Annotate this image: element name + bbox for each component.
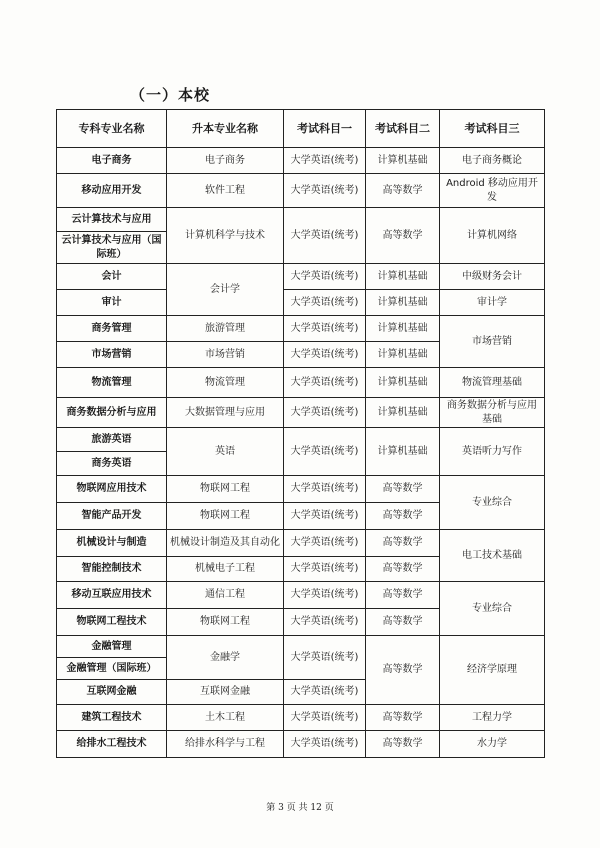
cell-major: 移动应用开发 (57, 174, 167, 208)
cell-target-major: 英语 (167, 428, 284, 476)
cell-major: 商务英语 (57, 452, 167, 476)
cell-subject-3: 审计学 (440, 290, 545, 316)
cell-subject-1: 大学英语(统考) (284, 557, 366, 582)
table-row (57, 264, 545, 290)
cell-target-major: 市场营销 (167, 342, 284, 368)
cell-subject-2: 高等数学 (366, 530, 440, 557)
cell-target-major: 软件工程 (167, 174, 284, 208)
cell-subject-2: 计算机基础 (366, 290, 440, 316)
table-row (57, 148, 545, 174)
cell-subject-1: 大学英语(统考) (284, 705, 366, 731)
cell-target-major: 计算机科学与技术 (167, 208, 284, 264)
cell-target-major: 物联网工程 (167, 476, 284, 503)
table-row (57, 316, 545, 342)
table-row (57, 290, 545, 316)
cell-subject-1: 大学英语(统考) (284, 208, 366, 264)
header-major: 专科专业名称 (57, 110, 167, 148)
cell-subject-3: 英语听力写作 (440, 428, 545, 476)
header-target-major: 升本专业名称 (167, 110, 284, 148)
cell-major: 物联网工程技术 (57, 609, 167, 636)
table-row (57, 476, 545, 503)
cell-subject-3: 工程力学 (440, 705, 545, 731)
cell-subject-1: 大学英语(统考) (284, 636, 366, 680)
cell-major: 商务数据分析与应用 (57, 398, 167, 428)
cell-subject-2: 计算机基础 (366, 342, 440, 368)
cell-subject-1: 大学英语(统考) (284, 264, 366, 290)
cell-subject-2: 高等数学 (366, 208, 440, 264)
cell-target-major: 电子商务 (167, 148, 284, 174)
exam-subjects-table (56, 109, 545, 758)
cell-subject-2: 计算机基础 (366, 428, 440, 476)
cell-subject-1: 大学英语(统考) (284, 148, 366, 174)
table-row (57, 582, 545, 609)
cell-subject-2: 计算机基础 (366, 368, 440, 398)
table-row (57, 398, 545, 428)
cell-subject-3: 经济学原理 (440, 636, 545, 705)
cell-subject-3: 中级财务会计 (440, 264, 545, 290)
cell-subject-3: 物流管理基础 (440, 368, 545, 398)
cell-subject-1: 大学英语(统考) (284, 503, 366, 530)
cell-subject-1: 大学英语(统考) (284, 398, 366, 428)
cell-subject-1: 大学英语(统考) (284, 731, 366, 758)
cell-subject-2: 高等数学 (366, 582, 440, 609)
cell-target-major: 金融学 (167, 636, 284, 680)
cell-target-major: 旅游管理 (167, 316, 284, 342)
cell-major: 智能产品开发 (57, 503, 167, 530)
header-subject-3: 考试科目三 (440, 110, 545, 148)
cell-major: 电子商务 (57, 148, 167, 174)
header-subject-1: 考试科目一 (284, 110, 366, 148)
table-row (57, 530, 545, 557)
cell-target-major: 给排水科学与工程 (167, 731, 284, 758)
cell-subject-1: 大学英语(统考) (284, 680, 366, 705)
cell-major: 金融管理（国际班） (57, 658, 167, 680)
cell-major: 旅游英语 (57, 428, 167, 452)
cell-subject-1: 大学英语(统考) (284, 530, 366, 557)
cell-subject-3: 专业综合 (440, 582, 545, 636)
cell-target-major: 物流管理 (167, 368, 284, 398)
cell-major: 给排水工程技术 (57, 731, 167, 758)
cell-major: 智能控制技术 (57, 557, 167, 582)
cell-major: 市场营销 (57, 342, 167, 368)
cell-major: 金融管理 (57, 636, 167, 658)
cell-subject-1: 大学英语(统考) (284, 609, 366, 636)
cell-subject-2: 计算机基础 (366, 398, 440, 428)
cell-subject-2: 计算机基础 (366, 148, 440, 174)
cell-major: 建筑工程技术 (57, 705, 167, 731)
cell-subject-2: 计算机基础 (366, 264, 440, 290)
cell-subject-3: 计算机网络 (440, 208, 545, 264)
table-row (57, 731, 545, 758)
cell-subject-2: 高等数学 (366, 705, 440, 731)
cell-subject-2: 计算机基础 (366, 316, 440, 342)
cell-subject-3: 市场营销 (440, 316, 545, 368)
cell-target-major: 土木工程 (167, 705, 284, 731)
cell-subject-2: 高等数学 (366, 503, 440, 530)
cell-major: 会计 (57, 264, 167, 290)
cell-subject-2: 高等数学 (366, 174, 440, 208)
cell-subject-3: 专业综合 (440, 476, 545, 530)
cell-target-major: 互联网金融 (167, 680, 284, 705)
cell-subject-1: 大学英语(统考) (284, 582, 366, 609)
cell-major: 商务管理 (57, 316, 167, 342)
cell-subject-1: 大学英语(统考) (284, 174, 366, 208)
cell-subject-2: 高等数学 (366, 609, 440, 636)
table-row (57, 174, 545, 208)
cell-target-major: 通信工程 (167, 582, 284, 609)
cell-subject-2: 高等数学 (366, 636, 440, 705)
cell-major: 云计算技术与应用 (57, 208, 167, 232)
cell-subject-1: 大学英语(统考) (284, 316, 366, 342)
cell-major: 审计 (57, 290, 167, 316)
cell-subject-3: 电子商务概论 (440, 148, 545, 174)
table-row (57, 428, 545, 452)
cell-target-major: 机械设计制造及其自动化 (167, 530, 284, 557)
cell-subject-1: 大学英语(统考) (284, 476, 366, 503)
cell-subject-1: 大学英语(统考) (284, 290, 366, 316)
table-row (57, 208, 545, 232)
cell-major: 云计算技术与应用（国际班） (57, 232, 167, 264)
cell-subject-3: Android 移动应用开发 (440, 174, 545, 208)
cell-subject-2: 高等数学 (366, 476, 440, 503)
table-row (57, 368, 545, 398)
cell-subject-1: 大学英语(统考) (284, 368, 366, 398)
cell-subject-3: 电工技术基础 (440, 530, 545, 582)
section-title: （一）本校 (130, 86, 211, 104)
table-row (57, 705, 545, 731)
cell-subject-2: 高等数学 (366, 731, 440, 758)
header-subject-2: 考试科目二 (366, 110, 440, 148)
cell-subject-3: 水力学 (440, 731, 545, 758)
table-header-row (57, 110, 545, 148)
table-row (57, 636, 545, 658)
cell-target-major: 大数据管理与应用 (167, 398, 284, 428)
cell-major: 互联网金融 (57, 680, 167, 705)
page-number: 第 3 页 共 12 页 (266, 803, 334, 813)
cell-subject-1: 大学英语(统考) (284, 428, 366, 476)
cell-major: 物流管理 (57, 368, 167, 398)
cell-target-major: 会计学 (167, 264, 284, 316)
cell-major: 移动互联应用技术 (57, 582, 167, 609)
cell-target-major: 物联网工程 (167, 609, 284, 636)
cell-subject-1: 大学英语(统考) (284, 342, 366, 368)
cell-subject-2: 高等数学 (366, 557, 440, 582)
cell-major: 物联网应用技术 (57, 476, 167, 503)
cell-target-major: 物联网工程 (167, 503, 284, 530)
cell-target-major: 机械电子工程 (167, 557, 284, 582)
cell-major: 机械设计与制造 (57, 530, 167, 557)
cell-subject-3: 商务数据分析与应用基础 (440, 398, 545, 428)
